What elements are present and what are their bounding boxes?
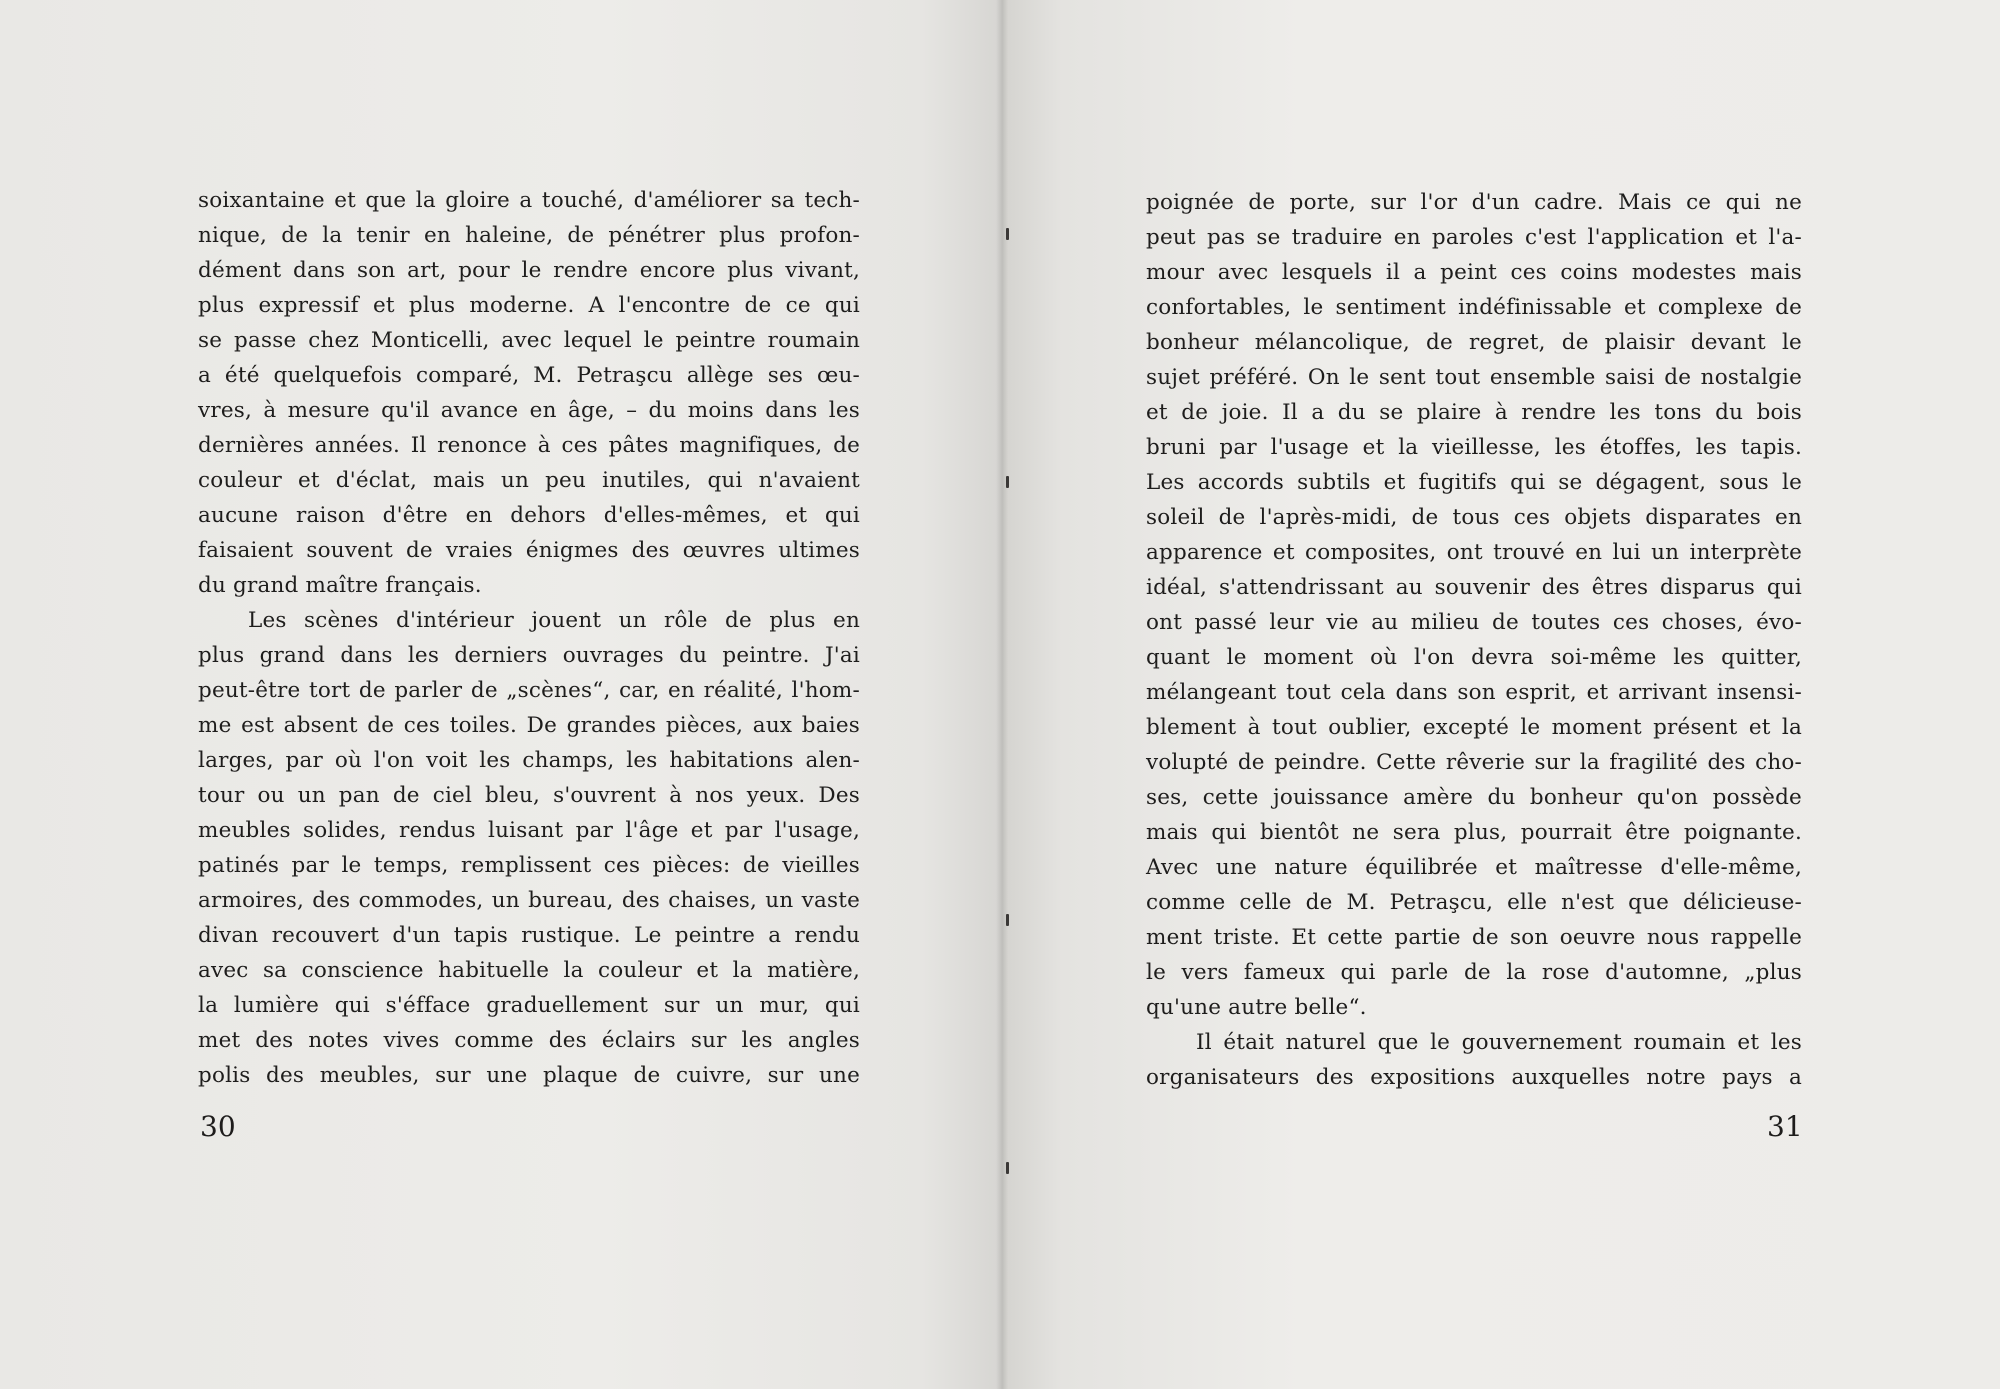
text-line: patinés par le temps, remplissent ces pièces: de vieilles <box>198 853 860 878</box>
text-line: meubles solides, rendus luisant par l'âge et par l'usage, <box>198 818 860 843</box>
text-line: se passe chez Monticelli, avec lequel le peintre roumain <box>198 328 860 353</box>
text-line: mélangeant tout cela dans son esprit, et arrivant insensi- <box>1146 680 1802 705</box>
binding-stitch <box>1006 476 1009 488</box>
page-number-left: 30 <box>200 1110 236 1143</box>
text-line: plus grand dans les derniers ouvrages du peintre. J'ai <box>198 643 860 668</box>
text-line: idéal, s'attendrissant au souvenir des êtres disparus qui <box>1146 575 1802 600</box>
text-line: ment triste. Et cette partie de son oeuvre nous rappelle <box>1146 925 1802 950</box>
text-line: la lumière qui s'éfface graduellement sur un mur, qui <box>198 993 860 1018</box>
text-line: peut pas se traduire en paroles c'est l'application et l'a- <box>1146 225 1802 250</box>
text-line: Avec une nature équilibrée et maîtresse d'elle-même, <box>1146 855 1802 880</box>
text-line: organisateurs des expositions auxquelles notre pays a <box>1146 1065 1802 1090</box>
binding-stitch <box>1006 914 1009 926</box>
text-line: dernières années. Il renonce à ces pâtes magnifiques, de <box>198 433 860 458</box>
text-line: polis des meubles, sur une plaque de cuivre, sur une <box>198 1063 860 1088</box>
text-line: plus expressif et plus moderne. A l'encontre de ce qui <box>198 293 860 318</box>
text-line: me est absent de ces toiles. De grandes pièces, aux baies <box>198 713 860 738</box>
text-line: nique, de la tenir en haleine, de pénétrer plus profon- <box>198 223 860 248</box>
text-line: vres, à mesure qu'il avance en âge, – du moins dans les <box>198 398 860 423</box>
binding-stitch <box>1006 1162 1009 1174</box>
book-gutter <box>996 0 1008 1389</box>
binding-stitch <box>1006 228 1009 240</box>
text-line: couleur et d'éclat, mais un peu inutiles, qui n'avaient <box>198 468 860 493</box>
text-line: divan recouvert d'un tapis rustique. Le peintre a rendu <box>198 923 860 948</box>
text-line: confortables, le sentiment indéfinissable et complexe de <box>1146 295 1802 320</box>
text-line: bruni par l'usage et la vieillesse, les étoffes, les tapis. <box>1146 435 1802 460</box>
text-line: peut-être tort de parler de „scènes“, car, en réalité, l'hom- <box>198 678 860 703</box>
text-line: tour ou un pan de ciel bleu, s'ouvrent à nos yeux. Des <box>198 783 860 808</box>
text-line: aucune raison d'être en dehors d'elles-mêmes, et qui <box>198 503 860 528</box>
text-line: le vers fameux qui parle de la rose d'automne, „plus <box>1146 960 1802 985</box>
text-line: volupté de peindre. Cette rêverie sur la fragilité des cho- <box>1146 750 1802 775</box>
text-line: armoires, des commodes, un bureau, des chaises, un vaste <box>198 888 860 913</box>
text-line: a été quelquefois comparé, M. Petraşcu allège ses œu- <box>198 363 860 388</box>
text-line: Les accords subtils et fugitifs qui se dégagent, sous le <box>1146 470 1802 495</box>
text-line: met des notes vives comme des éclairs sur les angles <box>198 1028 860 1053</box>
text-line: Il était naturel que le gouvernement roumain et les <box>1196 1030 1802 1055</box>
text-line: bonheur mélancolique, de regret, de plaisir devant le <box>1146 330 1802 355</box>
page-number-right: 31 <box>1767 1110 1803 1143</box>
text-line: du grand maître français. <box>198 573 482 598</box>
text-line: avec sa conscience habituelle la couleur et la matière, <box>198 958 860 983</box>
text-line: Les scènes d'intérieur jouent un rôle de plus en <box>248 608 860 633</box>
text-line: soixantaine et que la gloire a touché, d'améliorer sa tech- <box>198 188 860 213</box>
text-line: apparence et composites, ont trouvé en lui un interprète <box>1146 540 1802 565</box>
text-line: mour avec lesquels il a peint ces coins modestes mais <box>1146 260 1802 285</box>
text-line: dément dans son art, pour le rendre encore plus vivant, <box>198 258 860 283</box>
text-line: mais qui bientôt ne sera plus, pourrait être poignante. <box>1146 820 1802 845</box>
text-line: ont passé leur vie au milieu de toutes ces choses, évo- <box>1146 610 1802 635</box>
text-line: quant le moment où l'on devra soi-même les quitter, <box>1146 645 1802 670</box>
left-page-text <box>198 183 860 1093</box>
text-line: larges, par où l'on voit les champs, les habitations alen- <box>198 748 860 773</box>
text-line: faisaient souvent de vraies énigmes des œuvres ultimes <box>198 538 860 563</box>
text-line: comme celle de M. Petraşcu, elle n'est que délicieuse- <box>1146 890 1802 915</box>
right-page-text <box>1146 185 1802 1095</box>
text-line: sujet préféré. On le sent tout ensemble saisi de nostalgie <box>1146 365 1802 390</box>
text-line: blement à tout oublier, excepté le moment présent et la <box>1146 715 1802 740</box>
text-line: soleil de l'après-midi, de tous ces objets disparates en <box>1146 505 1802 530</box>
text-line: ses, cette jouissance amère du bonheur qu'on possède <box>1146 785 1802 810</box>
text-line: qu'une autre belle“. <box>1146 995 1367 1020</box>
text-line: et de joie. Il a du se plaire à rendre les tons du bois <box>1146 400 1802 425</box>
text-line: poignée de porte, sur l'or d'un cadre. Mais ce qui ne <box>1146 190 1802 215</box>
